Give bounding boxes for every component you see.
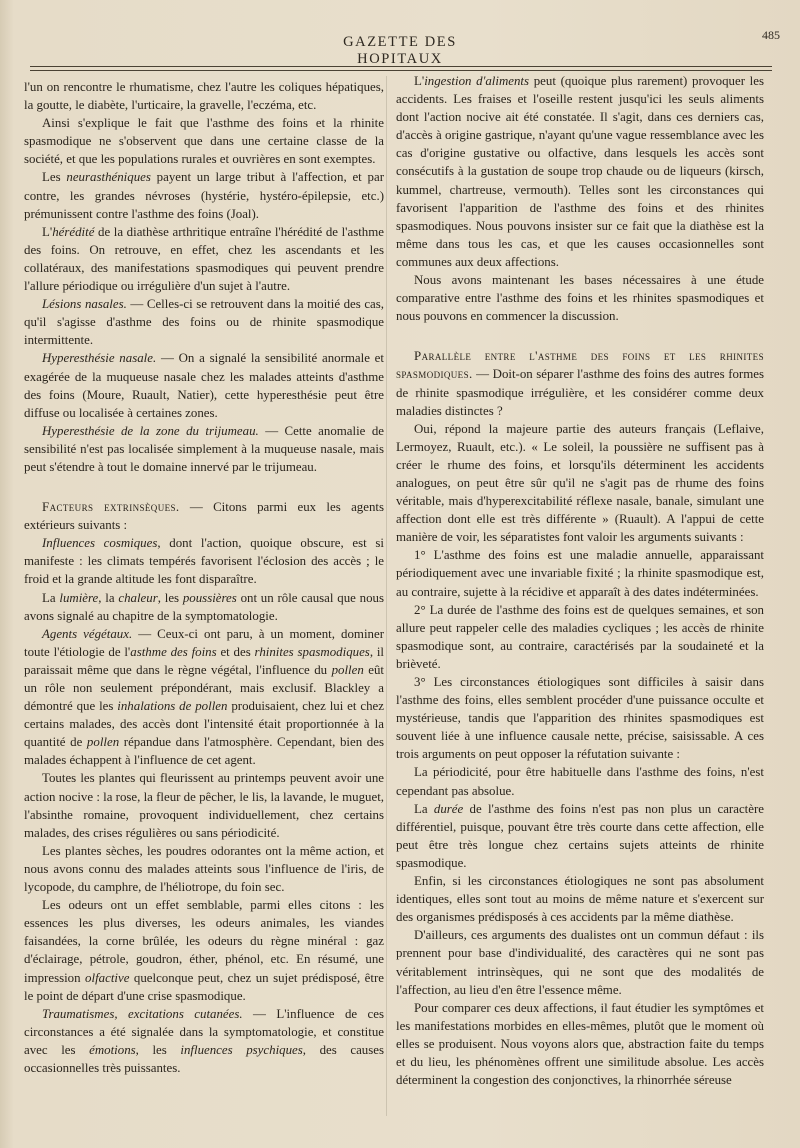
- paragraph: L'hérédité de la diathèse arthritique entraîne l'hérédité de l'asthme des foins. On retrouve, en effet, chez les ascendants et les collatéraux, des manifestations spasmodiques qui peuvent prendre l'allure périodique ou irrégulière d'un sujet à l'autre.: [24, 224, 384, 294]
- paragraph-hyperesthesie-nasale: Hyperesthésie nasale. — On a signalé la sensibilité anormale et exagérée de la muqueuse nasale chez les malades atteints d'asthme des foins (Moure, Ruault, Natier), cette hyperesthésie peut être diffuse ou localisée à certaines zones.: [24, 351, 384, 420]
- paragraph: Oui, répond la majeure partie des auteurs français (Leflaive, Lermoyez, Ruault, etc.). « Le soleil, la poussière ne suffisent pas à créer le rhume des foins, et lorsqu'ils déterminent les accidents analogues, on peut être sûr qu'il ne s'agit pas de rhume des foins véritable, mais d'hyperexcitabilité réflexe nasale, banale, simulant une affection dont elle est très différente » (Ruault). A l'appui de cette manière de voir, les séparatistes font valoir les arguments suivants :: [396, 421, 764, 545]
- paragraph: Enfin, si les circonstances étiologiques ne sont pas absolument identiques, elles sont tout au moins de même nature et s'exercent sur des organismes prédisposés à ces accidents par la même diathèse.: [396, 874, 764, 925]
- paragraph: Pour comparer ces deux affections, il faut étudier les symptômes et les manifestations morbides en elles-mêmes, plutôt que le moment où elles se produisent. Nous voyons alors que, abstraction faite du temps et du lieu, les phénomènes offrent une similitude absolue. Les accès déterminent la congestion des conjonctives, la rhinorrhée séreuse: [396, 1000, 764, 1088]
- paragraph: Les plantes sèches, les poudres odorantes ont la même action, et nous avons connu des malades atteints sous l'influence de l'iris, de lycopode, du camphre, de l'héliotrope, du foin sec.: [24, 843, 384, 895]
- paragraph-hyperesthesie-trijumeau: Hyperesthésie de la zone du trijumeau. — Cette anomalie de sensibilité n'est pas localisée simplement à la muqueuse nasale, mais peut s'étendre à tout le domaine innervé par le trijumeau.: [24, 423, 384, 474]
- paragraph-traumatismes: Traumatismes, excitations cutanées. — L'influence de ces circonstances a été signalée dans la symptomatologie, et constitue avec les émotions, les influences psychiques, des causes occasionnelles très puissantes.: [24, 1006, 385, 1075]
- paragraph: Nous avons maintenant les bases nécessaires à une étude comparative entre l'asthme des foins et les rhinites spasmodiques et nous pouvons en commencer la discussion.: [396, 273, 764, 324]
- page-number: 485: [762, 28, 780, 42]
- header-rule-thin: [30, 66, 772, 67]
- paragraph: La lumière, la chaleur, les poussières ont un rôle causal que nous avons signalé au chapitre de la symptomatologie.: [24, 590, 384, 623]
- list-item-argument-3: 3° Les circonstances étiologiques sont difficiles à saisir dans l'asthme des foins, elles semblent procéder d'une puissance occulte et mystérieuse, tandis que l'apparition des rhinites spasmodiques est souvent liée à une influence causale nette, précise, saisissable. A ces trois arguments on peut opposer la réfutation suivante :: [396, 675, 764, 762]
- paragraph: La périodicité, pour être habituelle dans l'asthme des foins, n'est cependant pas absolue.: [396, 765, 764, 798]
- list-item-argument-2: 2° La durée de l'asthme des foins est de quelques semaines, et son allure peut rappeler celle des maladies cycliques ; les accès de rhinite spasmodique sont, au contraire, caractérisés par la soudaineté et la brièveté.: [396, 602, 764, 671]
- list-item-argument-1: 1° L'asthme des foins est une maladie annuelle, apparaissant périodiquement avec une invariable fixité ; la rhinite spasmodique est, au contraire, sujette à la récidive et apparaît à des dates indéterminées.: [396, 548, 764, 599]
- right-column: [396, 72, 764, 1089]
- paragraph: La durée de l'asthme des foins n'est pas non plus un caractère différentiel, puisque, pouvant être très courte dans cette affection, elle peut être très longue chez certains sujets atteints de rhinite spasmodique.: [396, 801, 764, 870]
- header-rule-thick: [30, 70, 772, 71]
- paragraph-agents-vegetaux: Agents végétaux. — Ceux-ci ont paru, à un moment, dominer toute l'étiologie de l'asthme des foins et des rhinites spasmodiques, il paraissait même que dans le règne végétal, l'influence du pollen eût un rôle non seulement prépondérant, mais exclusif. Blackley a démontré que les inhalations de pollen produisaient, chez lui et chez certains malades, des accès dont l'intensité était proportionnée à la quantité de pollen répandue dans l'atmosphère. Cependant, bien des malades échappent à l'influence de cet agent.: [24, 626, 385, 768]
- paragraph-ingestion-aliments: L'ingestion d'aliments peut (quoique plus rarement) provoquer les accidents. Les fraises et l'oseille restent jusqu'ici les seuls aliments dont l'action nocive ait été constatée. Il s'agit, dans ces derniers cas, d'accès à origine gastrique, n'ayant qu'une vague ressemblance avec les cas d'origine gustative ou olfactive, dans lesquels les accès sont consécutifs à la gustation de soupe trop chaude ou de liqueurs (kirsch, kummel, chartreuse, vermouth). Telles sont les circonstances qui favorisent l'apparition de l'asthme des foins et des rhinites spasmodiques. Nous pouvons insister sur ce fait que la diathèse est la même dans tous les cas, et que les causes occasionnelles sont communes aux deux affections.: [396, 74, 764, 269]
- paragraph: Les odeurs ont un effet semblable, parmi elles citons : les essences les plus diverses, les odeurs animales, les viandes faisandées, la corne brûlée, les odeurs du règne minéral : gaz d'éclairage, pétrole, goudron, éther, phénol, etc. En résumé, une impression olfactive quelconque peut, chez un sujet prédisposé, être le point de départ d'une crise spasmodique.: [24, 898, 385, 1003]
- paragraph: Les neurasthéniques payent un large tribut à l'affection, et par contre, les grandes névroses (hystérie, hystéro-épilepsie, etc.) prémunissent contre l'asthme des foins (Joal).: [24, 170, 384, 221]
- column-divider: [386, 76, 387, 1116]
- section-heading-parallele: Parallèle entre l'asthme des foins et les rhinites spasmodiques. — Doit-on séparer l'asthme des foins des autres formes de rhinite spasmodique irrégulière, et les considérer comme deux maladies distinctes ?: [396, 349, 764, 418]
- paragraph: l'un on rencontre le rhumatisme, chez l'autre les coliques hépatiques, la goutte, le diabète, l'urticaire, la gravelle, l'eczéma, etc.: [24, 80, 384, 113]
- paragraph: Ainsi s'explique le fait que l'asthme des foins et la rhinite spasmodique ne s'observent que dans une certaine classe de la société, et que les populations rurales et ouvrières en sont exemptes.: [24, 116, 384, 167]
- left-column: [24, 78, 384, 1077]
- paragraph: D'ailleurs, ces arguments des dualistes ont un commun défaut : ils prennent pour base d'individualité, des caractères qui ne sont pas véritablement intrinsèques, qui ne sont que des modalités de l'affection, au lieu d'en être l'essence même.: [396, 928, 764, 997]
- section-heading-facteurs-extrinseques: Facteurs extrinsèques. — Citons parmi eux les agents extérieurs suivants :: [24, 500, 384, 533]
- paragraph-influences-cosmiques: Influences cosmiques, dont l'action, quoique obscure, est si manifeste : les climats tempérés favorisent l'éclosion des accès ; le froid et la grande altitude les font disparaître.: [24, 536, 385, 587]
- paragraph: Toutes les plantes qui fleurissent au printemps peuvent avoir une action nocive : la rose, la fleur de pêcher, le lis, la lavande, le muguet, l'absinthe romaine, provoquent individuellement, chez certains malades, des crises régulières ou sans périodicité.: [24, 771, 384, 840]
- page-header-title: GAZETTE DES HOPITAUX: [343, 34, 457, 67]
- paragraph-lesions-nasales: Lésions nasales. — Celles-ci se retrouvent dans la moitié des cas, qu'il s'agisse d'asthme des foins ou de rhinite spasmodique intermittente.: [24, 297, 385, 348]
